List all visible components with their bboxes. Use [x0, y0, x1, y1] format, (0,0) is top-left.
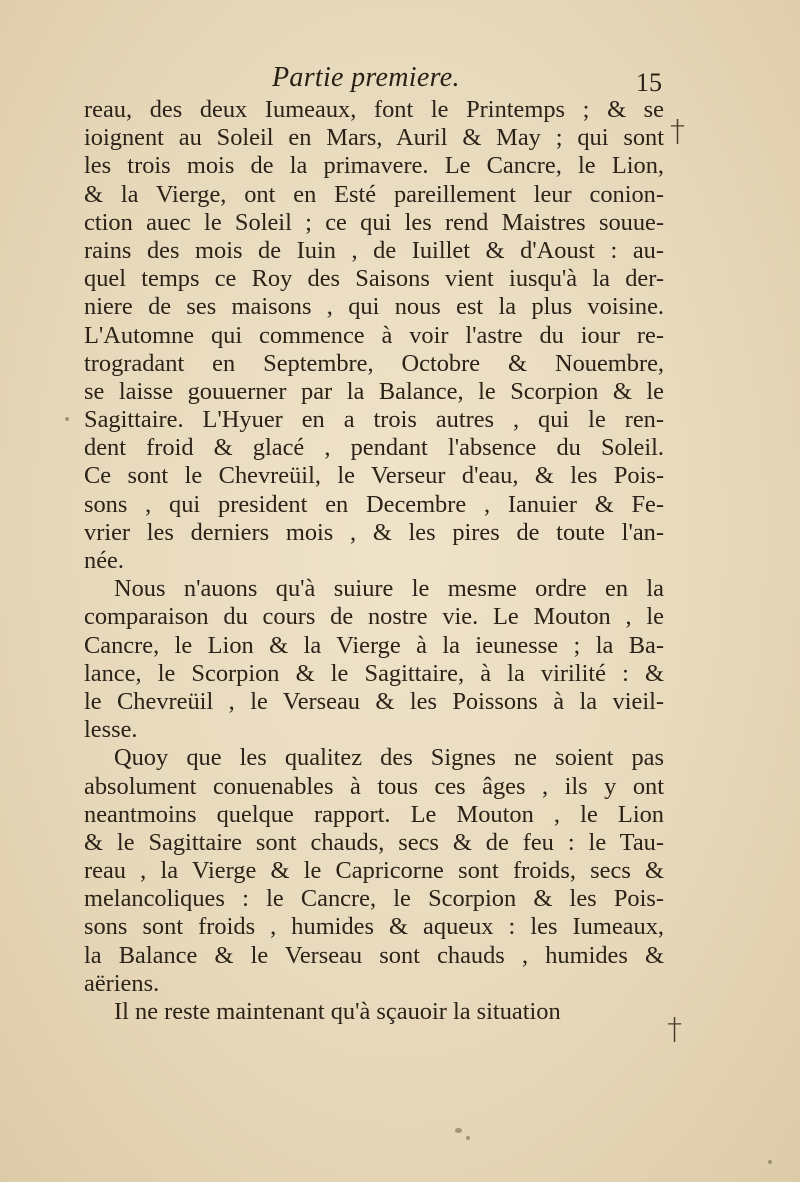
text-line: L'Automne qui commence à voir l'astre du iour re- [84, 321, 664, 349]
text-line: se laisse gouuerner par la Balance, le Scorpion & le [84, 377, 664, 405]
text-line: sons sont froids , humides & aqueux : les Iumeaux, [84, 913, 664, 941]
text-line: Nous n'auons qu'à suiure le mesme ordre en la [114, 575, 664, 603]
text-line: Sagittaire. L'Hyuer en a trois autres , qui le ren- [84, 406, 664, 434]
text-line: trogradant en Septembre, Octobre & Nouembre, [84, 349, 664, 377]
text-line: vrier les derniers mois , & les pires de toute l'an- [84, 518, 664, 546]
ink-speck [768, 1160, 772, 1164]
page-number: 15 [636, 68, 662, 97]
page-title: Partie premiere. [272, 62, 460, 93]
text-line: & le Sagittaire sont chauds, secs & de feu : le Tau- [84, 828, 664, 856]
text-line: niere de ses maisons , qui nous est la plus voisine. [84, 293, 664, 321]
text-line: reau, des deux Iumeaux, font le Printemps ; & se [84, 96, 664, 123]
text-line: Cancre, le Lion & la Vierge à la ieunesse ; la Ba- [84, 631, 664, 659]
text-line: dent froid & glacé , pendant l'absence du Soleil. [84, 434, 664, 462]
text-line: comparaison du cours de nostre vie. Le Mouton , le [84, 603, 664, 631]
margin-cross-mark: † [667, 1012, 682, 1047]
paragraph [84, 998, 664, 1026]
text-line: les trois mois de la primavere. Le Cancre, le Lion, [84, 152, 664, 180]
text-line: quel temps ce Roy des Saisons vient iusqu'à la der- [84, 265, 664, 293]
paragraph [84, 744, 664, 998]
text-line: lance, le Scorpion & le Sagittaire, à la virilité : & [84, 659, 664, 687]
text-line: le Chevreüil , le Verseau & les Poissons à la vieil- [84, 687, 664, 715]
text-line: lesse. [84, 716, 138, 744]
paragraph [84, 96, 664, 575]
paragraph [84, 575, 664, 744]
text-line: neantmoins quelque rapport. Le Mouton , le Lion [84, 800, 664, 828]
text-line: & la Vierge, ont en Esté pareillement leur conion- [84, 180, 664, 208]
text-line: absolument conuenables à tous ces âges , ils y ont [84, 772, 664, 800]
text-line: aëriens. [84, 969, 160, 997]
body-text [84, 96, 664, 1026]
text-line: ction auec le Soleil ; ce qui les rend Maistres souue- [84, 208, 664, 236]
text-line: melancoliques : le Cancre, le Scorpion & les Pois- [84, 885, 664, 913]
text-line: sons , qui president en Decembre , Ianuier & Fe- [84, 490, 664, 518]
text-line: Il ne reste maintenant qu'à sçauoir la situation [114, 998, 561, 1025]
text-line: ioignent au Soleil en Mars, Auril & May ; qui sont [84, 124, 664, 152]
ink-speck [65, 417, 69, 421]
text-line: Ce sont le Chevreüil, le Verseur d'eau, & les Pois- [84, 462, 664, 490]
text-line: rains des mois de Iuin , de Iuillet & d'Aoust : au- [84, 236, 664, 264]
text-line: la Balance & le Verseau sont chauds , humides & [84, 941, 664, 969]
text-line: née. [84, 547, 124, 574]
text-line: reau , la Vierge & le Capricorne sont froids, secs & [84, 857, 664, 885]
ink-speck [466, 1136, 470, 1140]
margin-cross-mark: † [670, 114, 685, 149]
ink-speck [455, 1128, 462, 1133]
text-line: Quoy que les qualitez des Signes ne soient pas [114, 744, 664, 772]
